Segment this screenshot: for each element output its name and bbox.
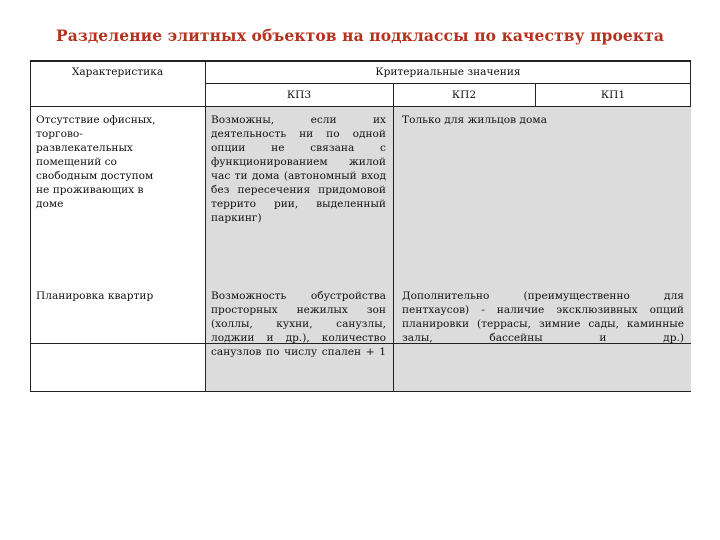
- row1-kp3: Возможны, если их деятельность ни по одной опции не связана с функционированием жилой час ти дома (автономный вход без пересечения придомовой террито рии, выделенный паркинг): [211, 114, 386, 224]
- characteristic-divider: [205, 60, 206, 392]
- page-title: Разделение элитных объектов на подклассы по качеству проекта: [55, 26, 665, 45]
- table-left-border: [30, 60, 31, 392]
- header-kp1: КП1: [600, 89, 626, 101]
- row1-characteristic: Отсутствие офисных, торгово- развлекательных помещений со свободным доступом не проживающих в доме: [36, 114, 156, 210]
- row2-kp3: Возможность обустройства просторных нежилых зон (холлы, кухни, санузлы, лоджии и др.), количество санузлов по числу спален + 1: [211, 290, 386, 358]
- header-kp2: КП2: [451, 89, 477, 101]
- subheader-top-border: [205, 83, 691, 84]
- header-criteria: Критериальные значения: [375, 66, 521, 78]
- row2-kp2-kp1: Дополнительно (преимущественно для пентхаусов) - наличие эксклюзивных опций планировки (террасы, зимние сады, каминные залы, бассейны и др.): [402, 290, 684, 344]
- header-bottom-border: [30, 106, 691, 107]
- row1-kp2-kp1: Только для жильцов дома: [402, 114, 547, 126]
- table-bottom-border: [30, 391, 691, 392]
- kp3-divider: [393, 83, 394, 392]
- table-top-border: [30, 60, 691, 62]
- header-kp3: КП3: [286, 89, 312, 101]
- row2-characteristic: Планировка квартир: [36, 290, 154, 302]
- header-characteristic: Характеристика: [71, 66, 164, 78]
